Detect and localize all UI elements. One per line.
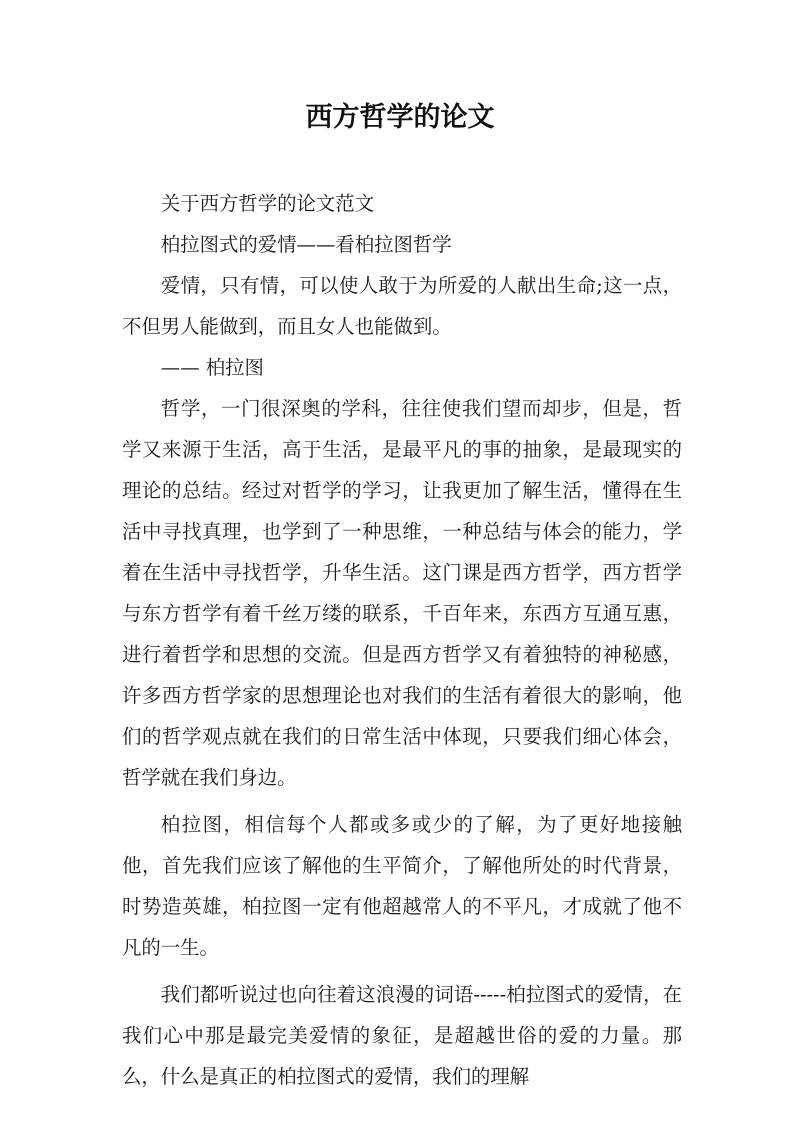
paragraph-body: 哲学，一门很深奥的学科，往往使我们望而却步，但是，哲学又来源于生活，高于生活，是最平凡的事的抽象，是最现实的理论的总结。经过对哲学的学习，让我更加了解生活，懂得在生活中寻找真理，也学到了一种思维，一种总结与体会的能力，学着在生活中寻找哲学，升华生活。这门课是西方哲学，西方哲学与东方哲学有着千丝万缕的联系，千百年来，东西方互通互惠，进行着哲学和思想的交流。但是西方哲学又有着独特的神秘感，许多西方哲学家的思想理论也对我们的生活有着很大的影响，他们的哲学观点就在我们的日常生活中体现，只要我们细心体会，哲学就在我们身边。 (122, 397, 682, 789)
document-body (122, 183, 682, 1097)
paragraph-quote-attribution: —— 柏拉图 (160, 356, 264, 379)
paragraph-subtitle: 关于西方哲学的论文范文 (160, 192, 375, 215)
paragraph-quote: 爱情，只有情，可以使人敢于为所爱的人献出生命;这一点，不但男人能做到，而且女人也能做到。 (122, 274, 682, 338)
paragraph-body: 我们都听说过也向往着这浪漫的词语-----柏拉图式的爱情，在我们心中那是最完美爱情的象征，是超越世俗的爱的力量。那么，什么是真正的柏拉图式的爱情，我们的理解 (122, 983, 682, 1088)
paragraph-heading: 柏拉图式的爱情——看柏拉图哲学 (160, 233, 452, 256)
document-title: 西方哲学的论文 (305, 102, 495, 133)
paragraph-body: 柏拉图，相信每个人都或多或少的了解，为了更好地接触他，首先我们应该了解他的生平简介，了解他所处的时代背景，时势造英雄，柏拉图一定有他超越常人的不平凡，才成就了他不凡的一生。 (122, 813, 682, 959)
